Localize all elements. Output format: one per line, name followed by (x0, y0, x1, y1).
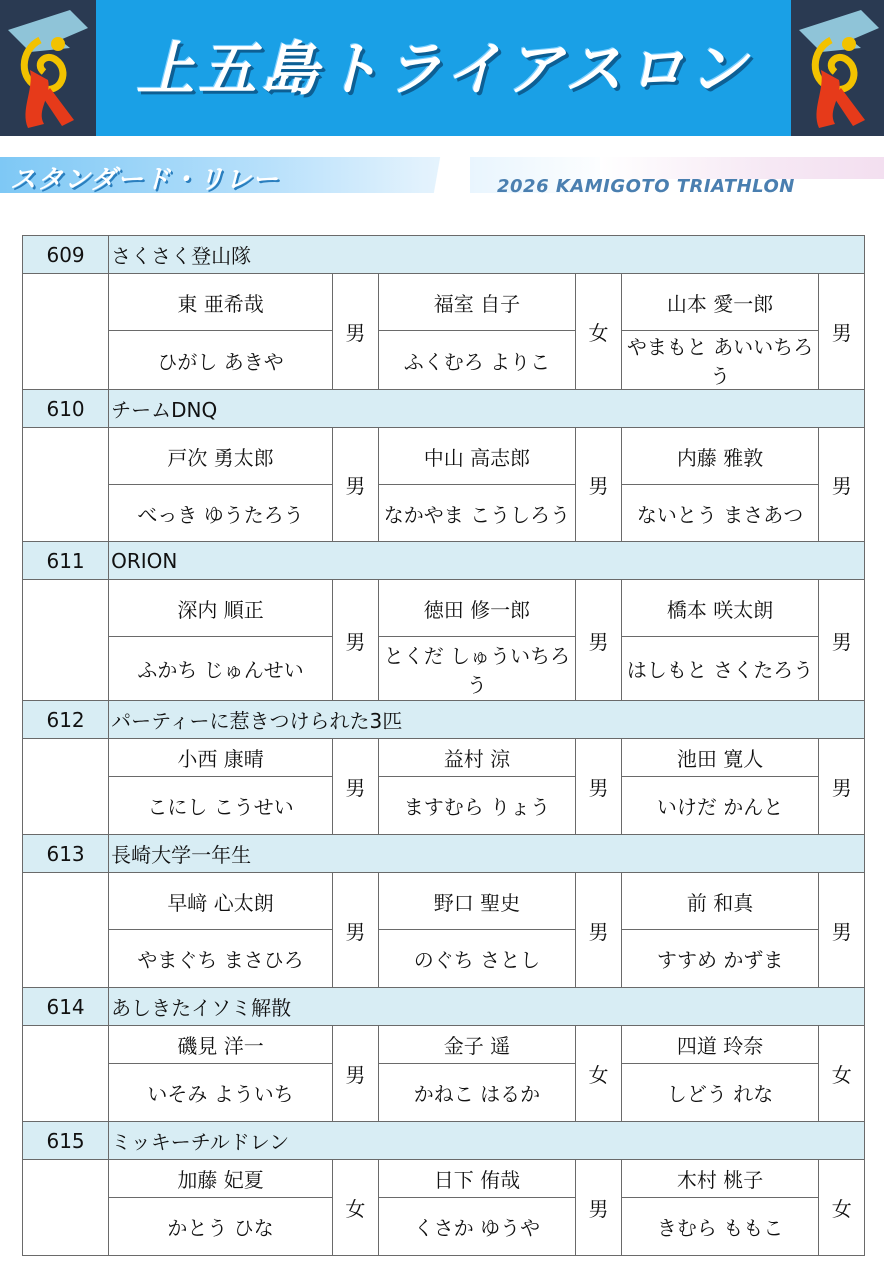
logo-right (791, 0, 884, 136)
header-banner (0, 0, 884, 136)
member-kana: いそみ よういち (109, 1064, 333, 1122)
member-kana: ふかち じゅんせい (109, 637, 333, 701)
team-header-row (23, 236, 865, 274)
team-spacer-cell (23, 873, 109, 988)
team-spacer-cell (23, 580, 109, 701)
team-number: 614 (23, 988, 109, 1026)
team-header-row (23, 390, 865, 428)
member-name: 益村 涼 (378, 739, 576, 777)
member-name: 小西 康晴 (109, 739, 333, 777)
member-gender: 男 (576, 580, 622, 701)
member-kana: すすめ かずま (621, 930, 819, 988)
member-gender: 男 (576, 739, 622, 835)
member-gender: 男 (819, 873, 865, 988)
member-gender: 男 (333, 428, 379, 542)
member-kana: はしもと さくたろう (621, 637, 819, 701)
member-kana-row (23, 930, 865, 988)
subheader (0, 153, 884, 203)
member-kana-row (23, 1064, 865, 1122)
team-roster-table (22, 235, 865, 1256)
member-name: 日下 侑哉 (378, 1160, 576, 1198)
member-name: 戸次 勇太郎 (109, 428, 333, 485)
member-gender: 男 (333, 580, 379, 701)
member-kana: べっき ゆうたろう (109, 485, 333, 542)
member-gender: 女 (819, 1160, 865, 1256)
member-name-row (23, 274, 865, 331)
member-gender: 男 (819, 739, 865, 835)
team-name: 長崎大学一年生 (109, 835, 865, 873)
team-name: ORION (109, 542, 865, 580)
member-kana: かとう ひな (109, 1198, 333, 1256)
member-name-row (23, 1026, 865, 1064)
member-kana: いけだ かんと (621, 777, 819, 835)
member-name-row (23, 873, 865, 930)
member-gender: 女 (576, 274, 622, 390)
team-number: 615 (23, 1122, 109, 1160)
subheader-ribbon-cut (410, 157, 470, 193)
member-name-row (23, 428, 865, 485)
logo-left (0, 0, 96, 136)
member-name: 中山 高志郎 (378, 428, 576, 485)
member-name: 金子 遥 (378, 1026, 576, 1064)
member-name: 四道 玲奈 (621, 1026, 819, 1064)
member-kana: かねこ はるか (378, 1064, 576, 1122)
member-kana: しどう れな (621, 1064, 819, 1122)
team-number: 609 (23, 236, 109, 274)
team-name: パーティーに惹きつけられた3匹 (109, 701, 865, 739)
member-name: 野口 聖史 (378, 873, 576, 930)
member-name: 木村 桃子 (621, 1160, 819, 1198)
team-number: 613 (23, 835, 109, 873)
member-name-row (23, 1160, 865, 1198)
member-name: 福室 自子 (378, 274, 576, 331)
member-kana: とくだ しゅういちろう (378, 637, 576, 701)
member-name-row (23, 580, 865, 637)
team-name: さくさく登山隊 (109, 236, 865, 274)
member-name: 前 和真 (621, 873, 819, 930)
member-gender: 男 (333, 873, 379, 988)
team-spacer-cell (23, 1160, 109, 1256)
member-kana: ないとう まさあつ (621, 485, 819, 542)
member-gender: 男 (333, 739, 379, 835)
page-title: 上五島トライアスロン (136, 35, 751, 103)
team-name: チームDNQ (109, 390, 865, 428)
member-kana-row (23, 777, 865, 835)
member-kana: ふくむろ よりこ (378, 331, 576, 390)
member-gender: 女 (333, 1160, 379, 1256)
member-name: 山本 愛一郎 (621, 274, 819, 331)
team-header-row (23, 701, 865, 739)
member-kana: やまもと あいいちろう (621, 331, 819, 390)
member-gender: 男 (819, 428, 865, 542)
team-number: 611 (23, 542, 109, 580)
team-number: 612 (23, 701, 109, 739)
member-name: 東 亜希哉 (109, 274, 333, 331)
event-label: 2026 KAMIGOTO TRIATHLON (497, 176, 795, 197)
triathlon-runner-logo-icon (0, 0, 96, 136)
member-gender: 女 (576, 1026, 622, 1122)
member-kana-row (23, 485, 865, 542)
member-name: 池田 寛人 (621, 739, 819, 777)
member-kana-row (23, 1198, 865, 1256)
member-kana: なかやま こうしろう (378, 485, 576, 542)
member-kana: ひがし あきや (109, 331, 333, 390)
member-kana: くさか ゆうや (378, 1198, 576, 1256)
member-kana: ますむら りょう (378, 777, 576, 835)
member-name: 橋本 咲太朗 (621, 580, 819, 637)
category-label: スタンダード・リレー (10, 165, 279, 195)
team-name: あしきたイソミ解散 (109, 988, 865, 1026)
member-gender: 男 (819, 580, 865, 701)
team-header-row (23, 988, 865, 1026)
member-kana: きむら ももこ (621, 1198, 819, 1256)
member-name: 早﨑 心太朗 (109, 873, 333, 930)
member-gender: 女 (819, 1026, 865, 1122)
team-header-row (23, 542, 865, 580)
member-gender: 男 (819, 274, 865, 390)
member-kana: こにし こうせい (109, 777, 333, 835)
team-header-row (23, 1122, 865, 1160)
member-gender: 男 (576, 1160, 622, 1256)
member-name: 深内 順正 (109, 580, 333, 637)
team-spacer-cell (23, 428, 109, 542)
member-kana: のぐち さとし (378, 930, 576, 988)
member-kana-row (23, 637, 865, 701)
member-kana: やまぐち まさひろ (109, 930, 333, 988)
team-name: ミッキーチルドレン (109, 1122, 865, 1160)
banner-title-area (96, 0, 791, 136)
member-gender: 男 (333, 274, 379, 390)
member-name: 徳田 修一郎 (378, 580, 576, 637)
team-spacer-cell (23, 739, 109, 835)
triathlon-runner-logo-icon (791, 0, 884, 136)
member-kana-row (23, 331, 865, 390)
team-spacer-cell (23, 1026, 109, 1122)
team-header-row (23, 835, 865, 873)
member-name: 加藤 妃夏 (109, 1160, 333, 1198)
member-name: 内藤 雅敦 (621, 428, 819, 485)
member-name: 磯見 洋一 (109, 1026, 333, 1064)
member-gender: 男 (333, 1026, 379, 1122)
team-number: 610 (23, 390, 109, 428)
member-gender: 男 (576, 873, 622, 988)
member-gender: 男 (576, 428, 622, 542)
member-name-row (23, 739, 865, 777)
team-spacer-cell (23, 274, 109, 390)
